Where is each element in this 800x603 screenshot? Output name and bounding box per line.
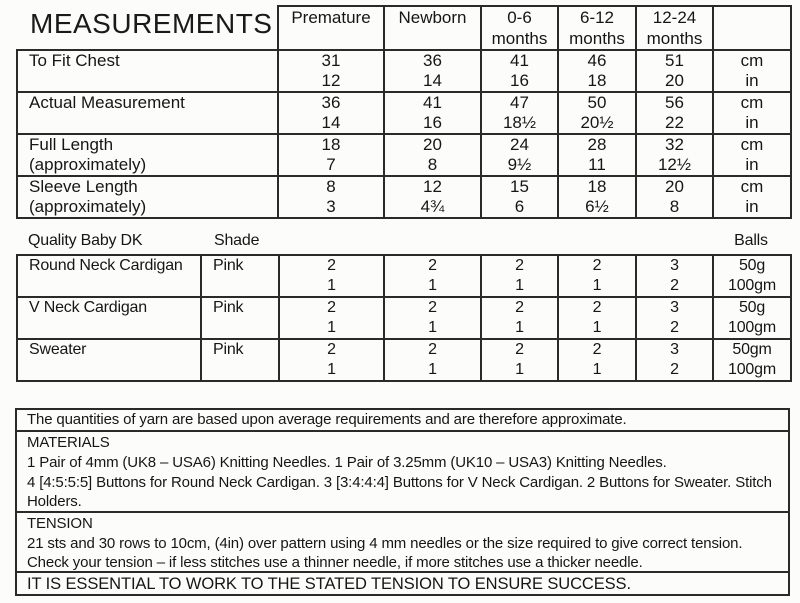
value-cell — [558, 50, 636, 92]
balls-50: 3 — [670, 341, 679, 358]
unit-cm: cm — [740, 93, 764, 112]
balls-100: 1 — [515, 277, 524, 294]
yarn-quality-label: Quality Baby DK — [28, 232, 143, 249]
row-label-2: (approximately) — [29, 197, 147, 216]
balls-cell — [384, 339, 481, 381]
unit-cm: cm — [740, 177, 764, 196]
cm-value: 56 — [665, 93, 684, 112]
ball-size-50: 50gm — [732, 341, 772, 358]
balls-50: 3 — [670, 257, 679, 274]
unit-in: in — [745, 197, 759, 216]
balls-cell — [279, 297, 384, 339]
garment-cell — [17, 297, 201, 339]
unit-cell — [713, 134, 791, 176]
value-cell — [481, 92, 558, 134]
materials-section — [17, 430, 788, 511]
yarn-quantities-note: The quantities of yarn are based upon average requirements and are therefore approximate. — [27, 411, 627, 428]
balls-100: 1 — [515, 319, 524, 336]
balls-50: 2 — [327, 341, 336, 358]
in-value: 22 — [665, 113, 684, 132]
balls-100: 2 — [670, 361, 679, 378]
value-cell — [636, 134, 713, 176]
shade-value: Pink — [213, 299, 244, 316]
yarn-row-v-neck-cardigan — [17, 297, 791, 339]
value-cell — [384, 176, 481, 218]
table-row-sleeve-length — [17, 176, 791, 218]
unit-in: in — [745, 155, 759, 174]
balls-cell — [481, 255, 558, 297]
cm-value: 46 — [587, 51, 607, 70]
ball-size-cell — [713, 297, 791, 339]
value-cell — [481, 134, 558, 176]
cm-value: 18 — [587, 177, 607, 196]
cm-value: 15 — [510, 177, 529, 196]
in-value: 6 — [514, 197, 525, 216]
in-value: 18 — [587, 71, 607, 90]
in-value: 8 — [669, 197, 680, 216]
garment-name: Round Neck Cardigan — [29, 257, 183, 274]
ball-size-50: 50g — [738, 257, 766, 274]
balls-cell — [558, 255, 636, 297]
value-cell — [558, 92, 636, 134]
row-label: Full Length — [29, 135, 114, 154]
cm-value: 50 — [587, 93, 607, 112]
tension-section — [17, 511, 788, 571]
balls-100: 1 — [327, 319, 336, 336]
in-value: 7 — [326, 155, 336, 174]
cm-value: 41 — [423, 93, 442, 112]
balls-50: 2 — [327, 299, 336, 316]
yarn-table — [16, 254, 792, 382]
row-label: Actual Measurement — [29, 93, 185, 112]
unit-in: in — [745, 113, 759, 132]
balls-cell — [636, 255, 713, 297]
balls-100: 1 — [327, 277, 336, 294]
in-value: 20 — [665, 71, 684, 90]
balls-50: 2 — [592, 299, 602, 316]
balls-cell — [279, 255, 384, 297]
shade-cell — [201, 255, 279, 297]
notes-box — [15, 408, 790, 596]
balls-50: 2 — [428, 341, 437, 358]
in-value: 12 — [321, 71, 341, 90]
row-label-2: (approximately) — [29, 155, 147, 174]
balls-50: 2 — [327, 257, 336, 274]
cm-value: 36 — [321, 93, 341, 112]
size-label: 12-24 — [652, 8, 697, 27]
row-label-cell — [17, 134, 278, 176]
balls-100: 1 — [515, 361, 524, 378]
header-cell-0-6 — [481, 6, 558, 50]
page-title: MEASUREMENTS — [30, 8, 273, 39]
cm-value: 24 — [510, 135, 529, 154]
balls-100: 1 — [428, 319, 437, 336]
balls-100: 2 — [670, 277, 679, 294]
header-spacer-cell — [17, 6, 278, 50]
ball-size-100: 100gm — [728, 319, 776, 336]
balls-50: 2 — [515, 299, 524, 316]
size-label-2: months — [569, 29, 625, 48]
garment-name: Sweater — [29, 341, 87, 358]
in-value: 14 — [423, 71, 442, 90]
in-value: 8 — [427, 155, 438, 174]
cm-value: 12 — [423, 177, 442, 196]
row-label-cell — [17, 176, 278, 218]
shade-value: Pink — [213, 341, 244, 358]
balls-cell — [636, 297, 713, 339]
header-cell-6-12 — [558, 6, 636, 50]
in-value: 16 — [510, 71, 529, 90]
yarn-row-round-neck-cardigan — [17, 255, 791, 297]
balls-100: 2 — [670, 319, 679, 336]
value-cell — [278, 50, 384, 92]
ball-size-100: 100gm — [728, 277, 776, 294]
in-value: 6½ — [585, 197, 609, 216]
in-value: 11 — [588, 155, 606, 174]
ball-size-100: 100gm — [728, 361, 776, 378]
unit-cm: cm — [740, 51, 764, 70]
in-value: 3 — [326, 197, 336, 216]
balls-100: 1 — [592, 361, 602, 378]
value-cell — [278, 134, 384, 176]
size-label: 0-6 — [507, 8, 532, 27]
yarn-row-sweater — [17, 339, 791, 381]
value-cell — [558, 134, 636, 176]
materials-buttons-text: 4 [4:5:5:5] Buttons for Round Neck Cardigan. 3 [3:4:4:4] Buttons for V Neck Cardigan. 2 Buttons for Sweater. Stitch Holders. — [27, 473, 772, 510]
size-label: Newborn — [398, 8, 467, 27]
cm-value: 32 — [665, 135, 684, 154]
in-value: 9½ — [507, 155, 532, 174]
cm-value: 8 — [326, 177, 336, 196]
tension-heading: TENSION — [27, 515, 93, 532]
unit-cm: cm — [740, 135, 764, 154]
cm-value: 36 — [423, 51, 442, 70]
ball-size-50: 50g — [738, 299, 766, 316]
balls-100: 1 — [428, 277, 437, 294]
balls-cell — [481, 339, 558, 381]
size-label-2: months — [491, 29, 548, 48]
value-cell — [278, 92, 384, 134]
balls-50: 2 — [592, 257, 602, 274]
garment-cell — [17, 339, 201, 381]
value-cell — [481, 176, 558, 218]
value-cell — [278, 176, 384, 218]
header-cell-units — [713, 6, 791, 50]
in-value: 16 — [423, 113, 442, 132]
in-value: 4¾ — [420, 197, 445, 216]
table-row-to-fit-chest — [17, 50, 791, 92]
size-label: Premature — [291, 8, 371, 27]
tension-text: 21 sts and 30 rows to 10cm, (4in) over pattern using 4 mm needles or the size required to give correct tension. Check your tension – if less stitches use a thinner needle, if more stitches use a thicker needle. — [27, 535, 743, 571]
unit-in: in — [745, 71, 759, 90]
balls-50: 3 — [670, 299, 679, 316]
in-value: 12½ — [657, 155, 692, 174]
header-cell-premature — [278, 6, 384, 50]
balls-50: 2 — [428, 257, 437, 274]
balls-100: 1 — [428, 361, 437, 378]
garment-cell — [17, 255, 201, 297]
header-cell-12-24 — [636, 6, 713, 50]
balls-100: 1 — [592, 277, 602, 294]
balls-50: 2 — [428, 299, 437, 316]
value-cell — [558, 176, 636, 218]
size-label-2: months — [646, 29, 703, 48]
garment-name: V Neck Cardigan — [29, 299, 147, 316]
value-cell — [384, 92, 481, 134]
cm-value: 41 — [510, 51, 529, 70]
size-label: 6-12 — [579, 8, 615, 27]
value-cell — [636, 50, 713, 92]
balls-cell — [384, 255, 481, 297]
materials-needles-text: 1 Pair of 4mm (UK8 – USA6) Knitting Needles. 1 Pair of 3.25mm (UK10 – USA3) Knitting Needles. — [27, 454, 667, 471]
shade-value: Pink — [213, 257, 244, 274]
row-label-cell — [17, 50, 278, 92]
unit-cell — [713, 176, 791, 218]
ball-size-cell — [713, 255, 791, 297]
row-label: Sleeve Length — [29, 177, 138, 196]
ball-size-cell — [713, 339, 791, 381]
size-table — [16, 5, 792, 219]
row-label-cell — [17, 92, 278, 134]
balls-50: 2 — [515, 257, 524, 274]
header-cell-newborn — [384, 6, 481, 50]
balls-cell — [481, 297, 558, 339]
yarn-balls-label: Balls — [734, 232, 768, 249]
in-value: 18½ — [502, 113, 537, 132]
value-cell — [481, 50, 558, 92]
cm-value: 47 — [510, 93, 529, 112]
shade-cell — [201, 339, 279, 381]
essential-note: IT IS ESSENTIAL TO WORK TO THE STATED TENSION TO ENSURE SUCCESS. — [17, 571, 788, 594]
materials-heading: MATERIALS — [27, 434, 110, 451]
size-table-header-row — [17, 6, 791, 50]
balls-50: 2 — [515, 341, 524, 358]
cm-value: 18 — [321, 135, 341, 154]
in-value: 20½ — [580, 113, 614, 132]
value-cell — [384, 50, 481, 92]
value-cell — [636, 176, 713, 218]
table-row-actual-measurement — [17, 92, 791, 134]
row-label: To Fit Chest — [29, 51, 120, 70]
balls-100: 1 — [592, 319, 602, 336]
balls-cell — [279, 339, 384, 381]
balls-50: 2 — [592, 341, 602, 358]
cm-value: 51 — [665, 51, 684, 70]
yarn-shade-label: Shade — [214, 232, 260, 249]
shade-cell — [201, 297, 279, 339]
cm-value: 20 — [423, 135, 442, 154]
value-cell — [636, 92, 713, 134]
cm-value: 31 — [321, 51, 341, 70]
balls-cell — [558, 339, 636, 381]
balls-cell — [558, 297, 636, 339]
cm-value: 28 — [587, 135, 607, 154]
balls-100: 1 — [327, 361, 336, 378]
table-row-full-length — [17, 134, 791, 176]
value-cell — [384, 134, 481, 176]
balls-cell — [384, 297, 481, 339]
unit-cell — [713, 50, 791, 92]
cm-value: 20 — [665, 177, 684, 196]
in-value: 14 — [321, 113, 341, 132]
unit-cell — [713, 92, 791, 134]
balls-cell — [636, 339, 713, 381]
